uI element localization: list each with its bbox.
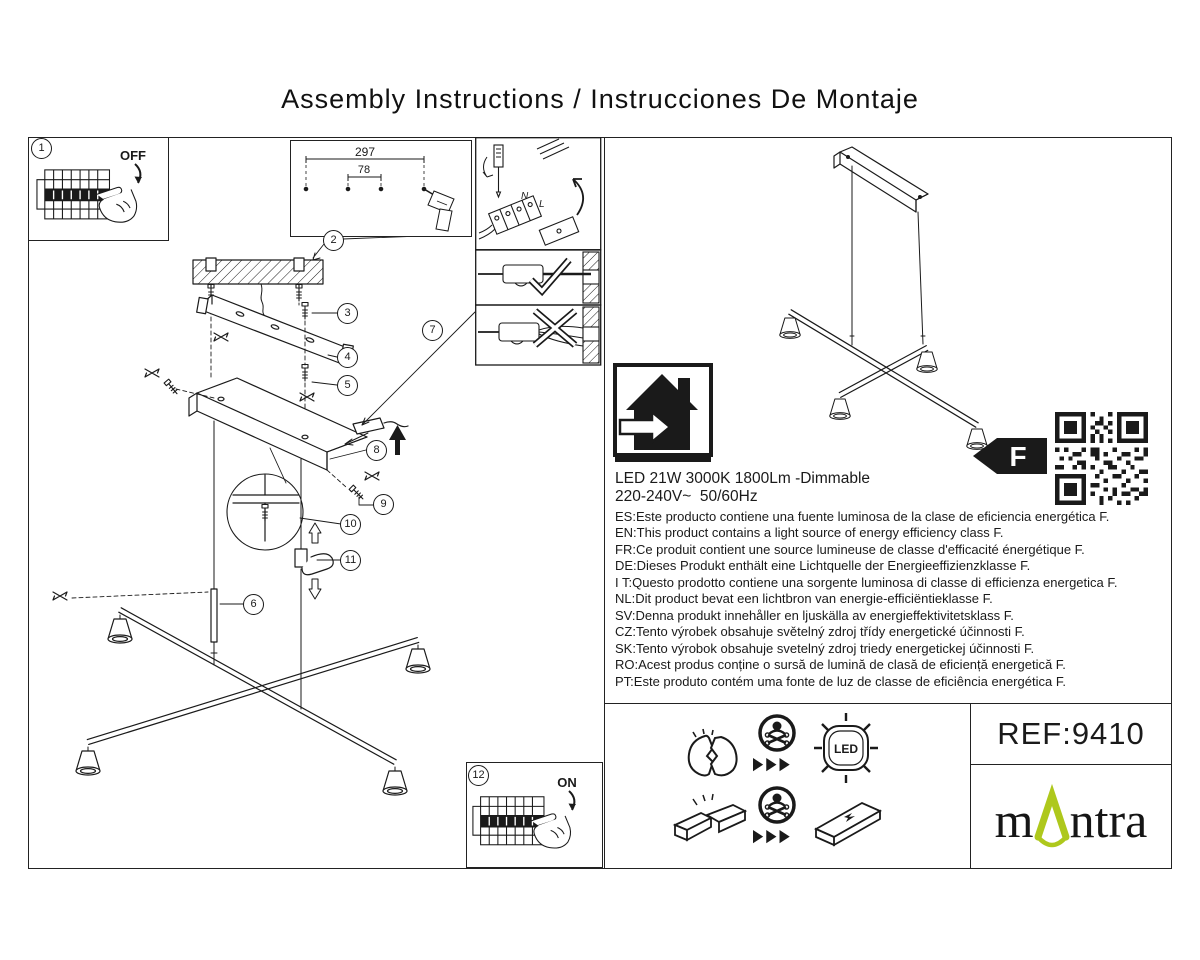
note-it: I T:Questo prodotto contiene una sorgente luminosa di classe di efficienza energetica F. [615, 574, 1118, 590]
step-callout-7: 7 [422, 320, 443, 341]
drill-template-illustration [291, 141, 469, 234]
logo-m: m [994, 792, 1034, 848]
note-es: ES:Este producto contiene una fuente luminosa de la clase de eficiencia energética F. [615, 509, 1110, 524]
broken-led-icon [683, 728, 741, 782]
led-label: LED [834, 742, 858, 756]
drill-icon [424, 189, 454, 231]
step-callout-1: 1 [31, 138, 52, 159]
wiring-detail-column [475, 137, 602, 366]
live-label: L [539, 199, 545, 210]
step-callout-3: 3 [337, 303, 358, 324]
step-callout-4: 4 [337, 347, 358, 368]
right-cable [295, 459, 333, 705]
on-label: ON [557, 775, 577, 790]
mains-connector [345, 312, 475, 445]
note-de: DE:Dieses Produkt enthält eine Lichtquelle der Energieeffizienzklasse F. [615, 558, 1031, 574]
product-frame [780, 310, 987, 450]
note-nl: NL:Dit product bevat een lichtbron van energie-efficiëntieklasse F. [615, 591, 993, 607]
product-canopy [834, 147, 928, 212]
note-ro: RO:Acest produs conține o sursă de lumină de clasă de eficiență energetică F. [615, 657, 1066, 673]
step-callout-2: 2 [323, 230, 344, 251]
spec-block [615, 470, 1175, 505]
replace-arrows-icon-2 [753, 830, 791, 844]
push-up-arrow [389, 425, 406, 455]
driver-icon [810, 795, 886, 851]
energy-notes [615, 509, 1175, 690]
technician-icon-2 [755, 783, 799, 827]
note-cz: CZ:Tento výrobek obsahuje světelný zdroj třídy energetické účinnosti F. [615, 624, 1025, 640]
spec-line-2: 220-240V~ 50/60Hz [615, 487, 758, 505]
step-callout-10: 10 [340, 514, 361, 535]
note-pt: PT:Este produto contém uma fonte de luz de classe de eficiência energética F. [615, 673, 1066, 689]
step-callout-5: 5 [337, 375, 358, 396]
product-reference: REF:9410 [997, 715, 1145, 751]
step-callout-6: 6 [243, 594, 264, 615]
fixture-frame [76, 608, 430, 795]
spec-line-1: LED 21W 3000K 1800Lm -Dimmable [615, 470, 871, 487]
brand-logo [971, 765, 1171, 867]
technician-icon [755, 711, 799, 755]
indoor-use-icon [612, 362, 714, 464]
mounting-bracket [197, 295, 354, 364]
off-label: OFF [120, 148, 146, 163]
step-callout-9: 9 [373, 494, 394, 515]
logo-ntra: ntra [1069, 792, 1148, 848]
note-sk: SK:Tento výrobok obsahuje svetelný zdroj triedy energetickej účinnosti F. [615, 640, 1035, 656]
page-title: Assembly Instructions / Instrucciones De Montaje [281, 84, 919, 114]
magnifier-detail [227, 448, 303, 550]
wiring-illustrations [475, 137, 602, 366]
note-en: EN:This product contains a light source of energy efficiency class F. [615, 525, 1004, 541]
broken-driver-icon [667, 791, 749, 851]
connector-correct [478, 252, 599, 303]
led-module-icon [810, 711, 882, 785]
logo-caret-icon [1031, 785, 1073, 851]
step-callout-12: 12 [468, 765, 489, 786]
service-icons-cell [605, 703, 970, 868]
step-callout-8: 8 [366, 440, 387, 461]
terminal-block-detail [479, 139, 583, 245]
replace-arrows-icon [753, 758, 791, 772]
energy-class-letter: F [1009, 441, 1027, 472]
dimension-outer: 297 [354, 145, 376, 159]
neutral-label: N [521, 191, 529, 202]
step-callout-11: 11 [340, 550, 361, 571]
energy-class-arrow [973, 438, 1047, 474]
connector-wrong [478, 307, 599, 363]
canopy [145, 369, 367, 470]
dimension-inner: 78 [357, 164, 371, 176]
note-fr: FR:Ce produit contient une source lumineuse de classe d'efficacité énergétique F. [615, 541, 1085, 557]
note-sv: SV:Denna produkt innehåller en ljuskälla av energieffektivitetsklass F. [615, 607, 1014, 623]
step2-drill-template-box [290, 140, 472, 237]
strain-screw [327, 470, 379, 505]
